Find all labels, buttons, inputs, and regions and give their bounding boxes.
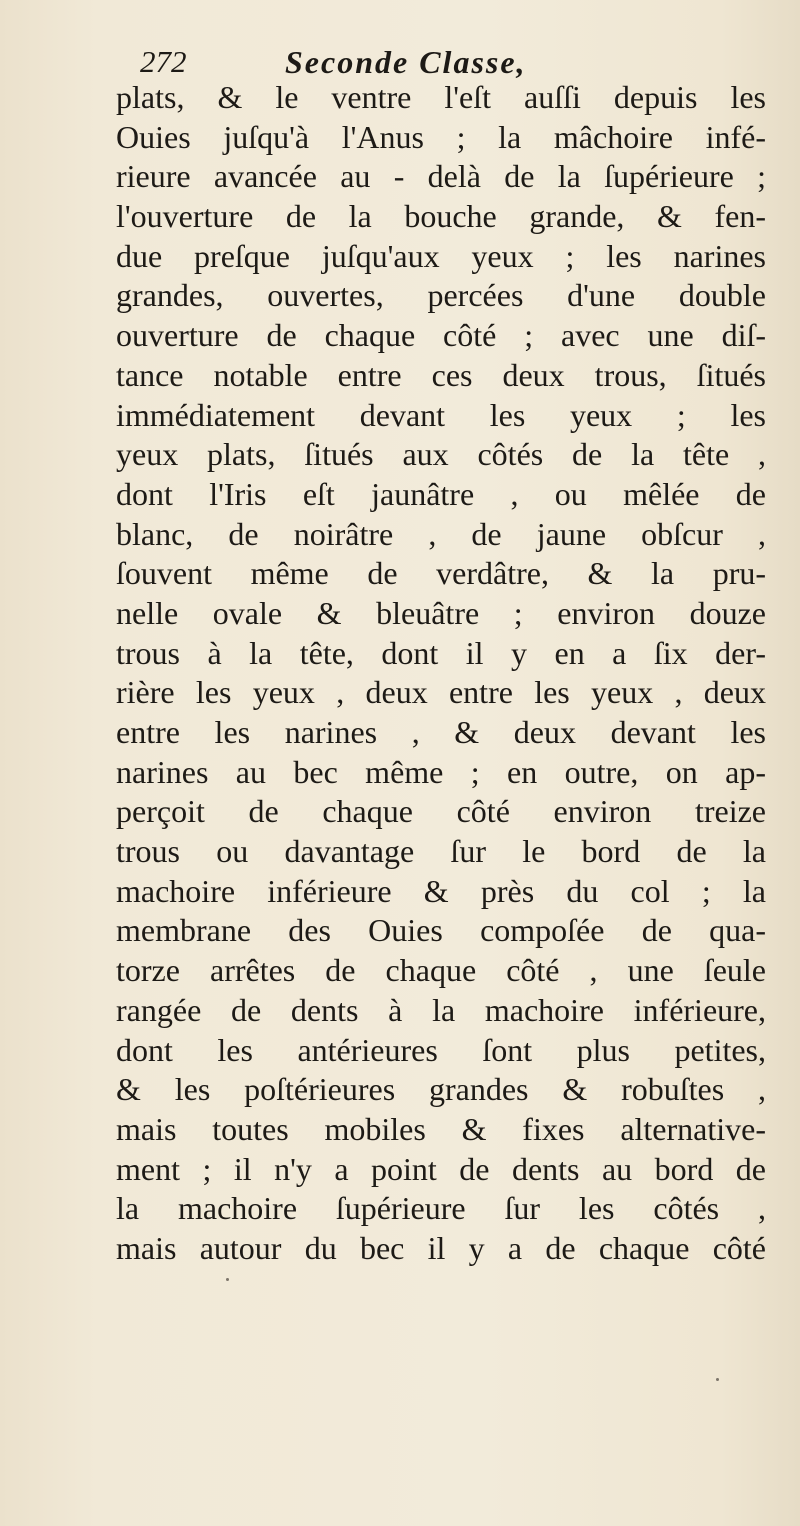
text-line: trous à la tête, dont il y en a ſix der- <box>116 634 766 671</box>
text-line: narines au bec même ; en outre, on ap- <box>116 753 766 790</box>
running-head: Seconde Classe, <box>285 44 527 80</box>
text-line: yeux plats, ſitués aux côtés de la tête , <box>116 436 766 473</box>
text-line: l'ouverture de la bouche grande, & fen- <box>116 198 766 235</box>
text-line: rieure avancée au - delà de la ſupérieure ; <box>116 158 766 195</box>
text-line: dont l'Iris eſt jaunâtre , ou mêlée de <box>116 475 766 512</box>
text-line: la machoire ſupérieure ſur les côtés , <box>116 1190 766 1227</box>
text-line: mais autour du bec il y a de chaque côté <box>116 1229 766 1266</box>
text-line: machoire inférieure & près du col ; la <box>116 872 766 909</box>
paper-speck <box>716 1378 719 1381</box>
text-line: mais toutes mobiles & fixes alternative- <box>116 1110 766 1147</box>
text-line: ment ; il n'y a point de dents au bord de <box>116 1150 766 1187</box>
text-line: ouverture de chaque côté ; avec une diſ- <box>116 317 766 354</box>
text-line: ſouvent même de verdâtre, & la pru- <box>116 555 766 592</box>
text-line: dont les antérieures ſont plus petites, <box>116 1031 766 1068</box>
text-line: rangée de dents à la machoire inférieure, <box>116 991 766 1028</box>
text-line: membrane des Ouies compoſée de qua- <box>116 912 766 949</box>
page-number: 272 <box>140 44 187 79</box>
text-line: Ouies juſqu'à l'Anus ; la mâchoire infé- <box>116 118 766 155</box>
text-line: blanc, de noirâtre , de jaune obſcur , <box>116 515 766 552</box>
text-line: perçoit de chaque côté environ treize <box>116 793 766 830</box>
paper-speck <box>226 1278 229 1281</box>
text-line: trous ou davantage ſur le bord de la <box>116 833 766 870</box>
text-line: entre les narines , & deux devant les <box>116 714 766 750</box>
text-line: due preſque juſqu'aux yeux ; les narines <box>116 237 766 274</box>
text-line: tance notable entre ces deux trous, ſitués <box>116 356 766 393</box>
text-line: & les poſtérieures grandes & robuſtes , <box>116 1071 766 1108</box>
text-line: rière les yeux , deux entre les yeux , deux <box>116 674 766 711</box>
text-line: immédiatement devant les yeux ; les <box>116 396 766 433</box>
text-line: plats, & le ventre l'eſt auſſi depuis les <box>116 79 766 115</box>
text-line: grandes, ouvertes, percées d'une double <box>116 277 766 314</box>
body-text <box>116 78 766 1269</box>
text-line: torze arrêtes de chaque côté , une ſeule <box>116 952 766 989</box>
text-line: nelle ovale & bleuâtre ; environ douze <box>116 594 766 631</box>
